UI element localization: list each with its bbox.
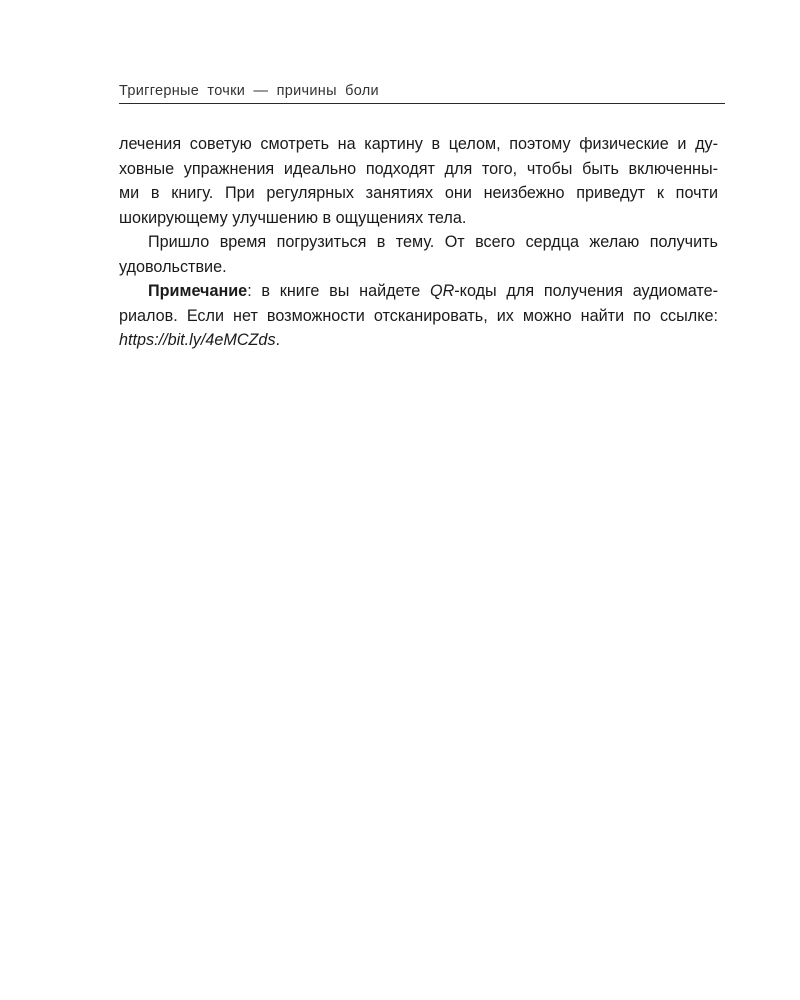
text-line <box>119 279 718 304</box>
running-header-title: Триггерные точки — причины боли <box>119 83 379 99</box>
text-line: шокирующему улучшению в ощущениях тела. <box>119 208 467 227</box>
text-line <box>119 328 718 353</box>
paragraph-invitation <box>119 230 718 279</box>
note-text: -коды для получения аудиомате- <box>454 282 718 300</box>
qr-term: QR <box>430 282 455 300</box>
text-line: ховные упражнения идеально подходят для того, чтобы быть включенны- <box>119 159 718 178</box>
text-line: ми в книгу. При регулярных занятиях они неизбежно приведут к почти <box>119 184 718 202</box>
note-label: Примечание <box>148 282 248 300</box>
note-end-punct: . <box>275 331 281 349</box>
text-line: Пришло время погрузиться в тему. От всего сердца желаю получить <box>148 233 718 251</box>
paragraph-continued <box>119 132 718 230</box>
audio-link[interactable]: https://bit.ly/4eMCZds <box>119 331 276 349</box>
text-line: лечения советую смотреть на картину в целом, поэтому физические и ду- <box>119 135 718 153</box>
running-header <box>119 80 725 104</box>
paragraph-note <box>119 279 718 353</box>
note-text: : в книге вы найдете <box>247 282 431 300</box>
page-body <box>119 132 718 353</box>
text-line: риалов. Если нет возможности отсканировать, их можно найти по ссылке: <box>119 306 718 325</box>
text-line: удовольствие. <box>119 257 227 276</box>
